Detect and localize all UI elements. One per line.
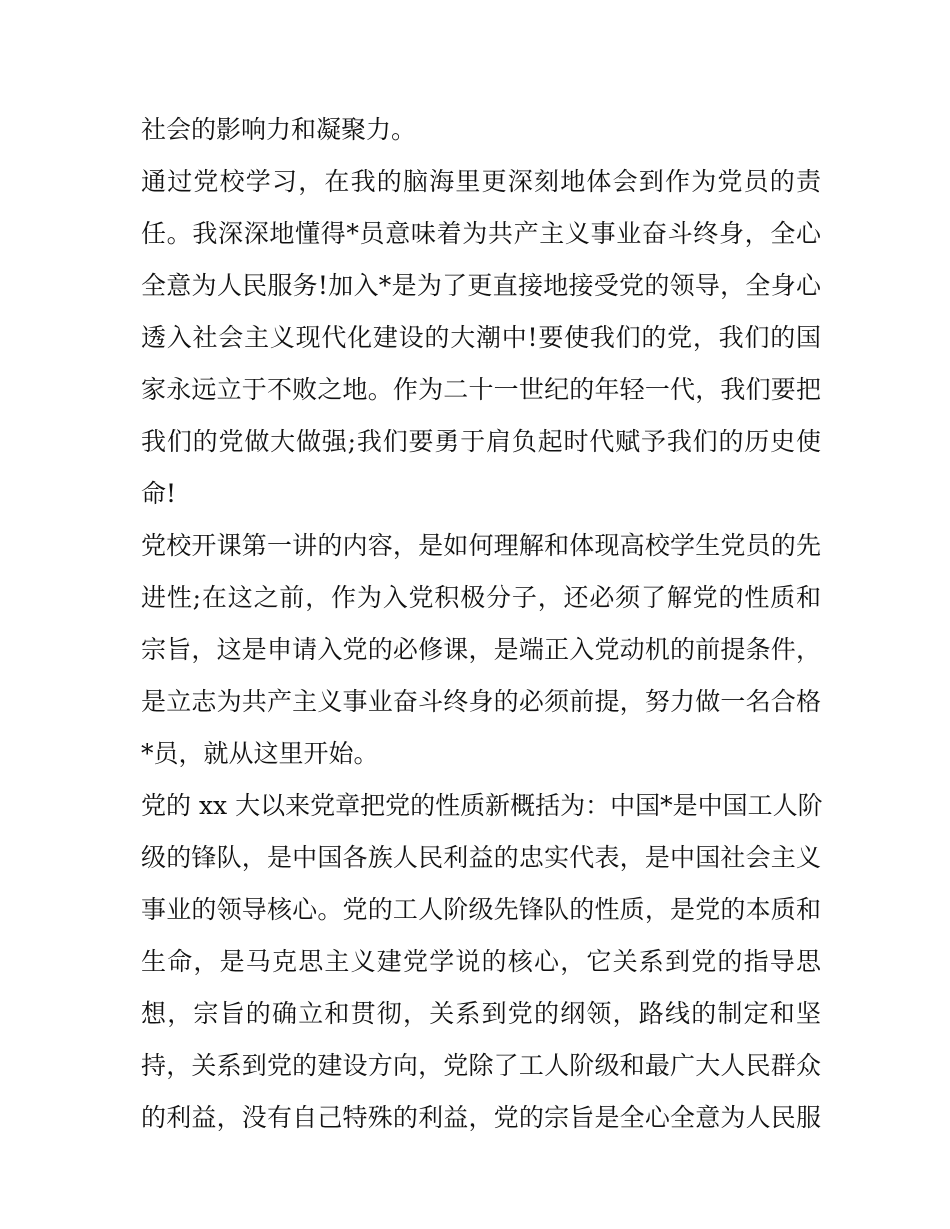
text-line: 党校开课第一讲的内容，是如何理解和体现高校学生党员的先 [141,531,821,560]
text-line: 事业的领导核心。党的工人阶级先锋队的性质，是党的本质和 [141,895,821,924]
text-line: 生命，是马克思主义建党学说的核心，它关系到党的指导思 [141,947,821,976]
text-line: 透入社会主义现代化建设的大潮中!要使我们的党，我们的国 [141,323,821,352]
text-line: 我们的党做大做强;我们要勇于肩负起时代赋予我们的历史使 [141,427,821,456]
text-line: 党的 xx 大以来党章把党的性质新概括为：中国*是中国工人阶 [141,791,823,820]
text-line: 是立志为共产主义事业奋斗终身的必须前提，努力做一名合格 [141,687,821,716]
text-line: 通过党校学习，在我的脑海里更深刻地体会到作为党员的责 [141,167,821,196]
text-line: 命! [141,479,177,508]
text-line: 想，宗旨的确立和贯彻，关系到党的纲领，路线的制定和坚 [141,999,821,1028]
text-line: 家永远立于不败之地。作为二十一世纪的年轻一代，我们要把 [141,375,821,404]
text-line: 持，关系到党的建设方向，党除了工人阶级和最广大人民群众 [141,1051,821,1080]
text-line: 全意为人民服务!加入*是为了更直接地接受党的领导，全身心 [141,271,821,300]
text-line: *员，就从这里开始。 [141,739,379,768]
text-line: 的利益，没有自己特殊的利益，党的宗旨是全心全意为人民服 [141,1103,821,1132]
text-line: 进性;在这之前，作为入党积极分子，还必须了解党的性质和 [141,583,821,612]
text-line: 任。我深深地懂得*员意味着为共产主义事业奋斗终身，全心 [141,219,821,248]
text-line: 级的锋队，是中国各族人民利益的忠实代表，是中国社会主义 [141,843,821,872]
text-line: 宗旨，这是申请入党的必修课，是端正入党动机的前提条件， [141,635,821,664]
text-line: 社会的影响力和凝聚力。 [141,115,417,144]
